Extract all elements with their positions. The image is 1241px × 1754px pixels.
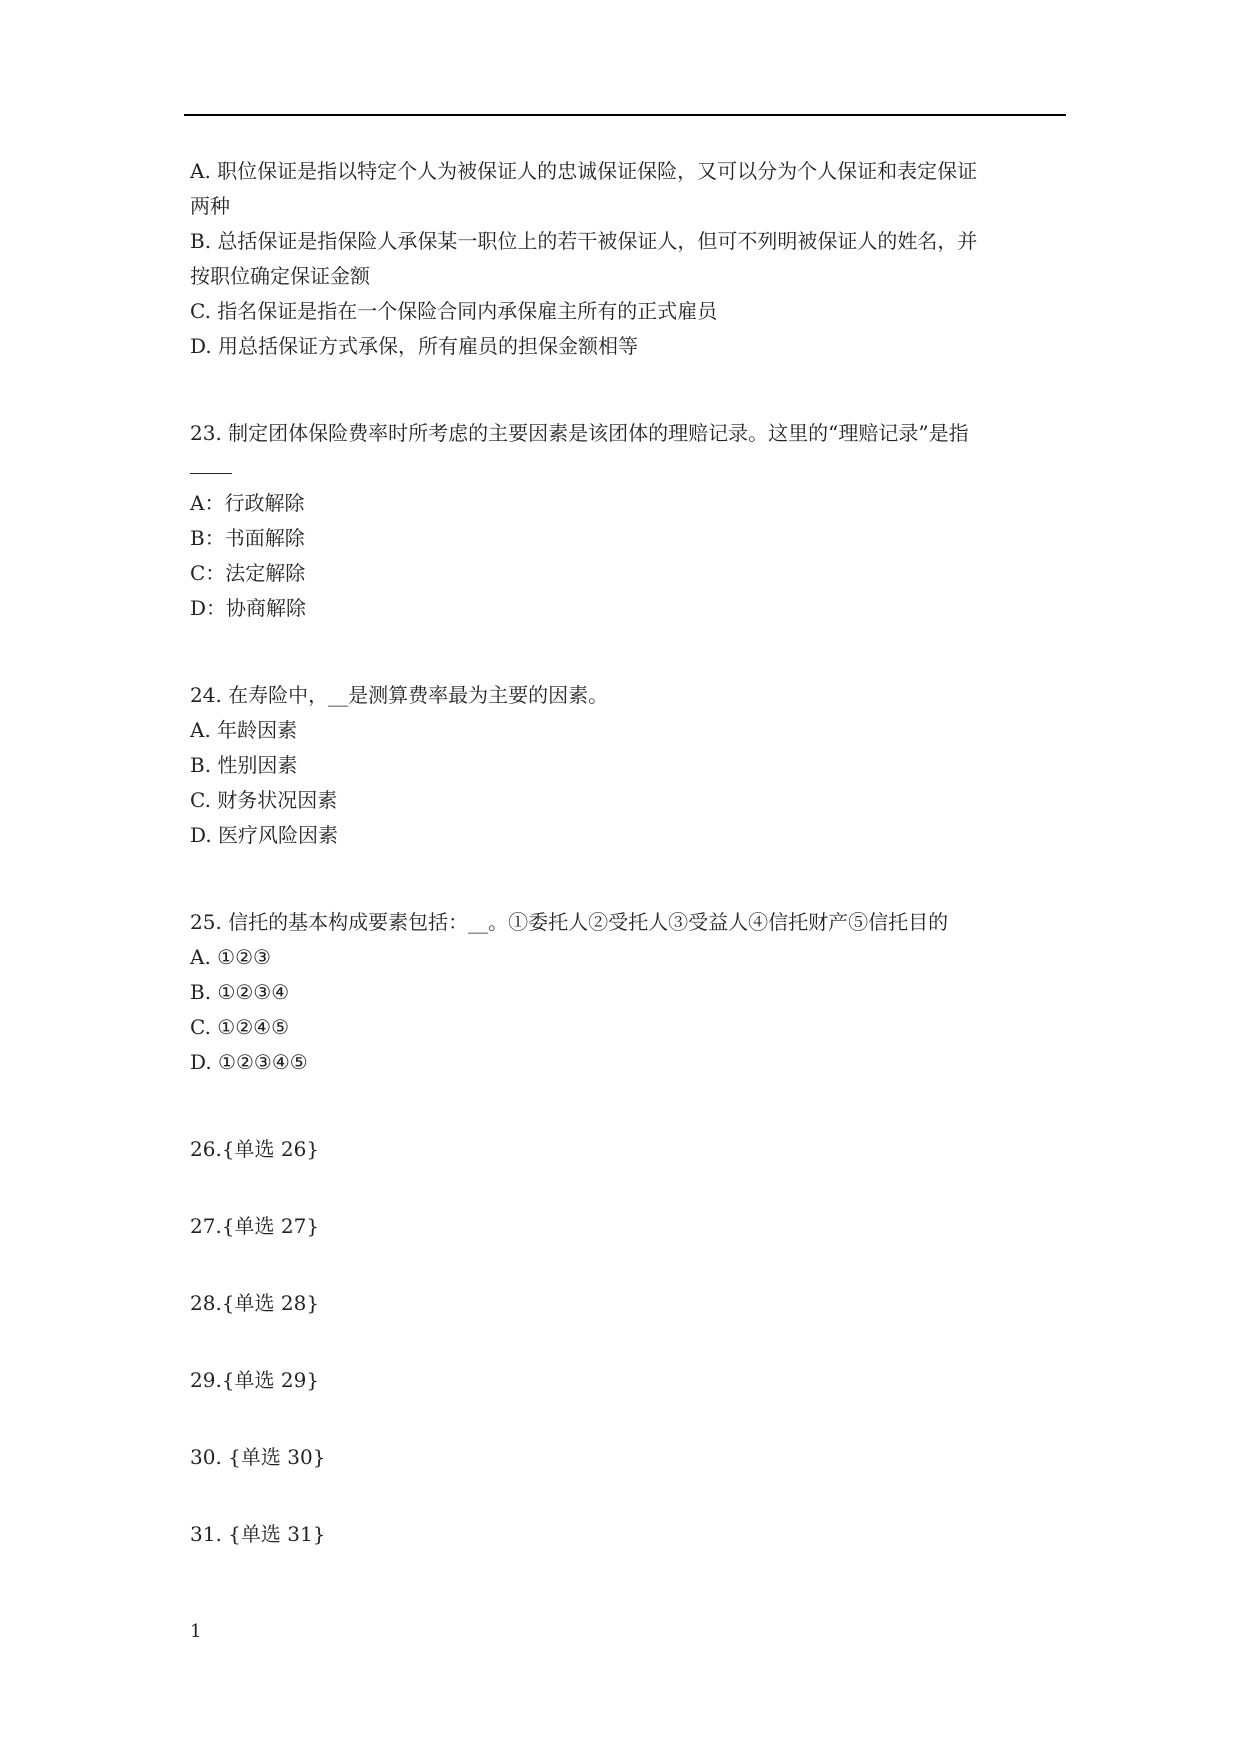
placeholder-questions: [190, 1132, 1066, 1552]
question-25-option-a: A. ①②③: [190, 945, 271, 969]
answer-blank-line: [190, 451, 232, 474]
question-25-option-c: C. ①②④⑤: [190, 1015, 290, 1039]
placeholder-question-27: 27.{单选 27}: [190, 1214, 320, 1238]
question-24: [190, 678, 1066, 853]
option-a-line-2: 两种: [190, 194, 230, 218]
question-25-option-b: B. ①②③④: [190, 980, 290, 1004]
page-number: 1: [190, 1621, 202, 1642]
question-23: [190, 416, 1066, 626]
question-24-stem-prefix: 24. 在寿险中，: [190, 683, 329, 707]
placeholder-question-28: 28.{单选 28}: [190, 1291, 320, 1315]
option-d: D. 用总括保证方式承保，所有雇员的担保金额相等: [190, 334, 639, 358]
placeholder-question-31: 31. {单选 31}: [190, 1522, 326, 1546]
question-24-blank: __: [328, 683, 349, 707]
placeholder-question-30: 30. {单选 30}: [190, 1445, 326, 1469]
question-24-option-b: B. 性别因素: [190, 753, 298, 777]
question-24-stem-suffix: 是测算费率最为主要的因素。: [348, 683, 609, 707]
option-b-line-2: 按职位确定保证金额: [190, 264, 370, 288]
placeholder-question-29: 29.{单选 29}: [190, 1368, 320, 1392]
question-24-option-a: A. 年龄因素: [190, 718, 298, 742]
placeholder-question-26: 26.{单选 26}: [190, 1137, 320, 1161]
question-25-stem-suffix: 。①委托人②受托人③受益人④信托财产⑤信托目的: [488, 910, 949, 934]
question-23-stem: 23. 制定团体保险费率时所考虑的主要因素是该团体的理赔记录。这里的“理赔记录”是指: [190, 421, 969, 445]
option-b-line-1: B. 总括保证是指保险人承保某一职位上的若干被保证人，但可不列明被保证人的姓名，并: [190, 229, 978, 253]
option-c: C. 指名保证是指在一个保险合同内承保雇主所有的正式雇员: [190, 299, 718, 323]
question-25-option-d: D. ①②③④⑤: [190, 1050, 308, 1074]
previous-question-options: [190, 154, 1066, 364]
question-25-stem: [190, 905, 1066, 940]
question-24-option-c: C. 财务状况因素: [190, 788, 338, 812]
option-a-line-1: A. 职位保证是指以特定个人为被保证人的忠诚保证保险，又可以分为个人保证和表定保证: [190, 159, 978, 183]
question-23-option-b: B：书面解除: [190, 526, 305, 550]
question-23-option-a: A：行政解除: [190, 491, 305, 515]
document-body: [190, 154, 1066, 1552]
question-25: [190, 905, 1066, 1080]
question-23-option-d: D：协商解除: [190, 596, 307, 620]
question-24-stem: [190, 678, 1066, 713]
question-23-answer-blank: [190, 451, 1066, 486]
question-25-blank: __: [468, 910, 489, 934]
header-rule: [184, 114, 1066, 116]
question-25-stem-prefix: 25. 信托的基本构成要素包括：: [190, 910, 469, 934]
question-23-option-c: C：法定解除: [190, 561, 306, 585]
question-24-option-d: D. 医疗风险因素: [190, 823, 339, 847]
